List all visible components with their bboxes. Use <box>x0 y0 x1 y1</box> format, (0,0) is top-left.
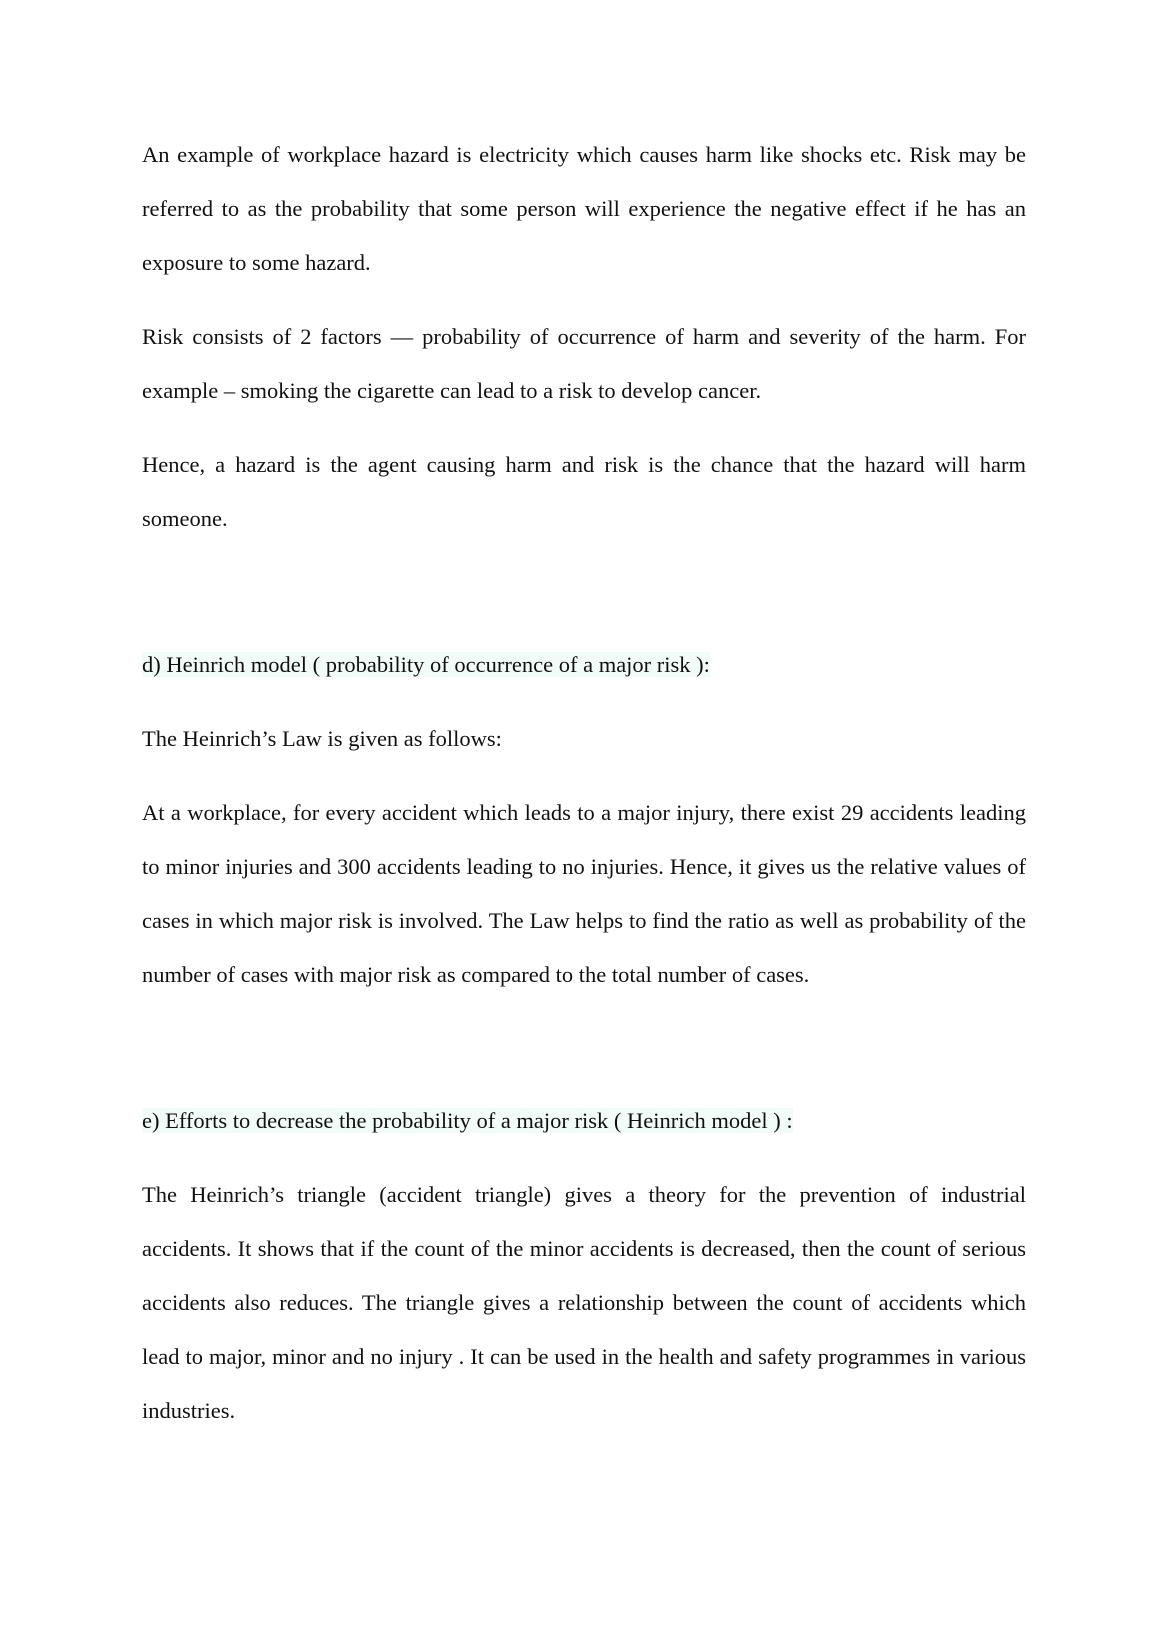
paragraph-hazard-vs-risk: Hence, a hazard is the agent causing harm and risk is the chance that the hazard will harm someone. <box>142 452 1026 531</box>
paragraph-workplace-hazard: An example of workplace hazard is electricity which causes harm like shocks etc. Risk may be referred to as the probability that some person will experience the negative effect if he has an exposure to some hazard. <box>142 142 1026 275</box>
section-e-heading-text: e) Efforts to decrease the probability of a major risk ( Heinrich model ) : <box>142 1108 793 1133</box>
paragraph-risk-factors: Risk consists of 2 factors — probability of occurrence of harm and severity of the harm. For example – smoking the cigarette can lead to a risk to develop cancer. <box>142 324 1026 403</box>
section-spacer <box>142 1022 1026 1094</box>
paragraph-heinrich-triangle: The Heinrich’s triangle (accident triangle) gives a theory for the prevention of industrial accidents. It shows that if the count of the minor accidents is decreased, then the count of serious accidents also reduces. The triangle gives a relationship between the count of accidents which lead to major, minor and no injury . It can be used in the health and safety programmes in various industries. <box>142 1182 1026 1423</box>
paragraph-heinrich-law-intro: The Heinrich’s Law is given as follows: <box>142 726 502 751</box>
section-e-heading <box>142 1094 1026 1148</box>
document-body <box>142 128 1026 1458</box>
section-spacer <box>142 566 1026 638</box>
paragraph-heinrich-law-body: At a workplace, for every accident which leads to a major injury, there exist 29 accidents leading to minor injuries and 300 accidents leading to no injuries. Hence, it gives us the relative values of cases in which major risk is involved. The Law helps to find the ratio as well as probability of the number of cases with major risk as compared to the total number of cases. <box>142 800 1026 987</box>
section-d-heading-text: d) Heinrich model ( probability of occurrence of a major risk ): <box>142 652 710 677</box>
section-d-heading <box>142 638 1026 692</box>
